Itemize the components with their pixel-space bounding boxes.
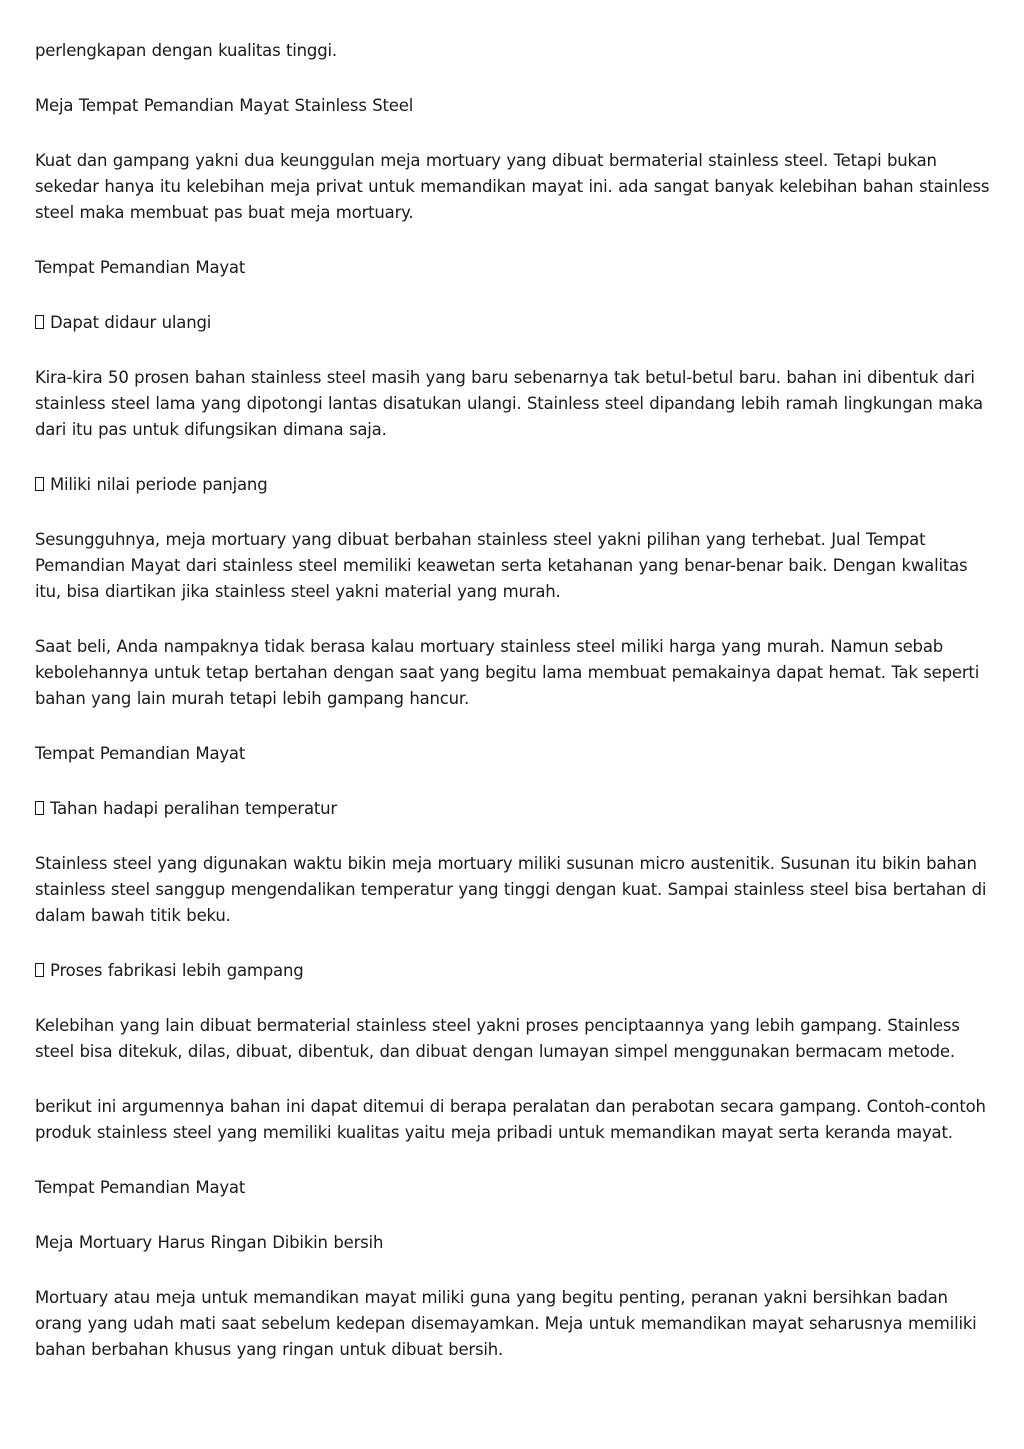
section-heading: Tempat Pemandian Mayat [35, 258, 246, 277]
bullet-heading: Proses fabrikasi lebih gampang [35, 958, 995, 984]
paragraph: Kira-kira 50 prosen bahan stainless steel masih yang baru sebenarnya tak betul-betul baru. bahan ini dibentuk dari stainless steel lama yang dipotongi lantas disatukan ulangi. Stainless steel dipandang lebih ramah lingkungan maka dari itu pas untuk difungsikan dimana saja. [35, 368, 983, 439]
section-heading: Meja Mortuary Harus Ringan Dibikin bersih [35, 1233, 384, 1252]
paragraph: berikut ini argumennya bahan ini dapat ditemui di berapa peralatan dan perabotan secara gampang. Contoh-contoh produk stainless steel yang memiliki kualitas yaitu meja pribadi untuk memandikan mayat serta keranda mayat. [35, 1097, 986, 1142]
paragraph: Sesungguhnya, meja mortuary yang dibuat berbahan stainless steel yakni pilihan yang terhebat. Jual Tempat Pemandian Mayat dari stainless steel memiliki keawetan serta ketahanan yang benar-benar baik. Dengan kwalitas itu, bisa diartikan jika stainless steel yakni material yang murah. [35, 530, 968, 601]
bullet-heading: Tahan hadapi peralihan temperatur [35, 796, 995, 822]
paragraph: perlengkapan dengan kualitas tinggi. [35, 41, 337, 60]
missing-glyph-bullet-icon [35, 963, 44, 977]
bullet-heading: Miliki nilai periode panjang [35, 472, 995, 498]
document-body [35, 38, 995, 1392]
missing-glyph-bullet-icon [35, 801, 44, 815]
paragraph: Kelebihan yang lain dibuat bermaterial stainless steel yakni proses penciptaannya yang lebih gampang. Stainless steel bisa ditekuk, dilas, dibuat, dibentuk, dan dibuat dengan lumayan simpel menggunakan bermacam metode. [35, 1016, 960, 1061]
paragraph: Kuat dan gampang yakni dua keunggulan meja mortuary yang dibuat bermaterial stainless steel. Tetapi bukan sekedar hanya itu kelebihan meja privat untuk memandikan mayat ini. ada sangat banyak kelebihan bahan stainless steel maka membuat pas buat meja mortuary. [35, 151, 990, 222]
section-heading: Meja Tempat Pemandian Mayat Stainless Steel [35, 96, 414, 115]
paragraph: Stainless steel yang digunakan waktu bikin meja mortuary miliki susunan micro austenitik. Susunan itu bikin bahan stainless steel sanggup mengendalikan temperatur yang tinggi dengan kuat. Sampai stainless steel bisa bertahan di dalam bawah titik beku. [35, 854, 987, 925]
bullet-heading: Dapat didaur ulangi [35, 310, 995, 336]
section-heading: Tempat Pemandian Mayat [35, 744, 246, 763]
missing-glyph-bullet-icon [35, 477, 44, 491]
missing-glyph-bullet-icon [35, 315, 44, 329]
paragraph: Saat beli, Anda nampaknya tidak berasa kalau mortuary stainless steel miliki harga yang murah. Namun sebab kebolehannya untuk tetap bertahan dengan saat yang begitu lama membuat pemakainya dapat hemat. Tak seperti bahan yang lain murah tetapi lebih gampang hancur. [35, 637, 980, 708]
paragraph: Mortuary atau meja untuk memandikan mayat miliki guna yang begitu penting, peranan yakni bersihkan badan orang yang udah mati saat sebelum kedepan disemayamkan. Meja untuk memandikan mayat seharusnya memiliki bahan berbahan khusus yang ringan untuk dibuat bersih. [35, 1288, 977, 1359]
section-heading: Tempat Pemandian Mayat [35, 1178, 246, 1197]
